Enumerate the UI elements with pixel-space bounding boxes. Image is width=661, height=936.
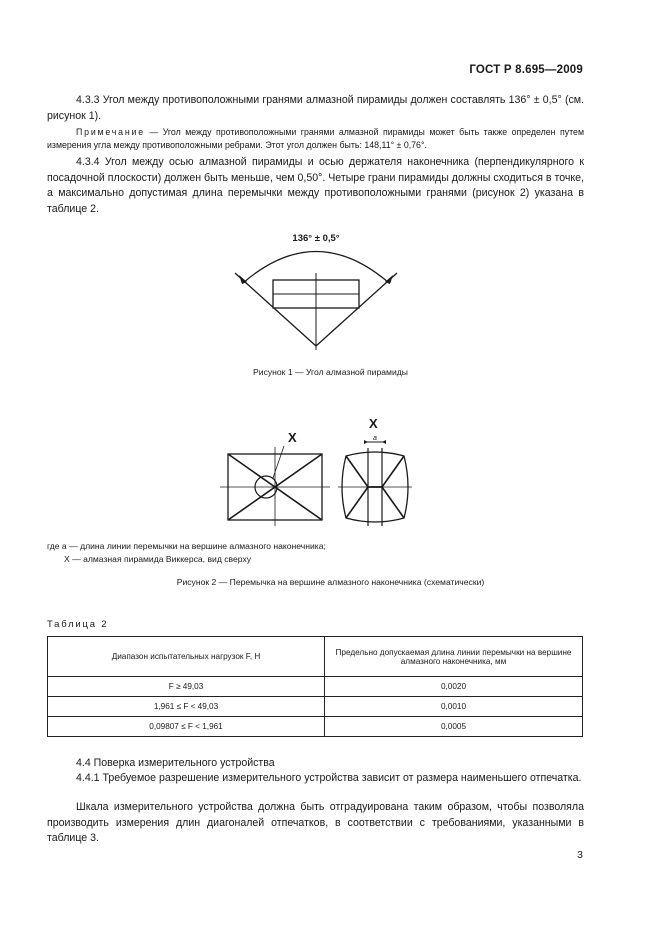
table-cell: 0,0005: [325, 717, 583, 737]
figure-2-bridge: [218, 412, 418, 527]
a-label: a: [373, 435, 377, 442]
paragraph-4-4-1-scale: Шкала измерительного устройства должна быть отградуирована таким образом, чтобы позволяла производить измерения длин диагоналей отпечатков, в соответствии с требованиями, указанными в таблице 3.: [47, 801, 584, 844]
table-cell: 0,09807 ≤ F < 1,961: [48, 717, 325, 737]
section-4-4-heading: 4.4 Поверка измерительного устройства: [76, 757, 275, 769]
table-cell: 1,961 ≤ F < 49,03: [48, 697, 325, 717]
table-cell: 0,0020: [325, 677, 583, 697]
table-2-title: Таблица 2: [47, 619, 109, 630]
table-cell: 0,0010: [325, 697, 583, 717]
paragraph-4-3-3: 4.3.3 Угол между противоположными гранями алмазной пирамиды должен составлять 136° ± 0,5° (см. рисунок 1).: [47, 94, 584, 122]
pyramid-left-face: [235, 273, 316, 346]
paragraph-4-3-4: 4.3.4 Угол между осью алмазной пирамиды и осью держателя наконечника (перпендикулярного к посадочной плоскости) должен быть меньше, чем 0,50°. Четыре грани пирамиды должны сходиться в точке, а максимально допустимая длина перемычки между противоположными гранями (рисунок 2) указана в таблице 2.: [47, 156, 584, 215]
table-header-load-range: Диапазон испытательных нагрузок F, Н: [48, 637, 325, 677]
note-label: Примечание: [76, 127, 145, 137]
table-header-row: [48, 637, 583, 677]
x-label-left: X: [288, 430, 297, 445]
figure-2-legend-x: X — алмазная пирамида Виккерса, вид сверху: [64, 554, 252, 564]
page-number: 3: [577, 849, 583, 861]
table-header-bridge-length: Предельно допускаемая длина линии перемычки на вершине алмазного наконечника, мм: [325, 637, 583, 677]
figure-1-caption: Рисунок 1 — Угол алмазной пирамиды: [253, 367, 408, 377]
x-label-right: X: [369, 416, 378, 431]
document-header: ГОСТ Р 8.695—2009: [469, 64, 583, 76]
table-cell: F ≥ 49,03: [48, 677, 325, 697]
note-block: [47, 126, 584, 152]
table-row: [48, 697, 583, 717]
paragraph-4-4-1: 4.4.1 Требуемое разрешение измерительного устройства зависит от размера наименьшего отпечатка.: [76, 772, 582, 784]
note-text: — Угол между противоположными гранями алмазной пирамиды может быть также определен путем измерения угла между противоположными ребрами. Этот угол должен быть: 148,11° ± 0,76°.: [47, 127, 584, 150]
figure-2-legend-a: где a — длина линии перемычки на вершине алмазного наконечника;: [47, 541, 326, 551]
figure-2-caption: Рисунок 2 — Перемычка на вершине алмазного наконечника (схематически): [176, 577, 485, 587]
table-2: [47, 636, 583, 737]
table-row: [48, 677, 583, 697]
figure-1-pyramid-angle: [225, 225, 415, 355]
angle-label: 136° ± 0,5°: [292, 233, 340, 244]
table-row: [48, 717, 583, 737]
pyramid-right-face: [316, 273, 397, 346]
